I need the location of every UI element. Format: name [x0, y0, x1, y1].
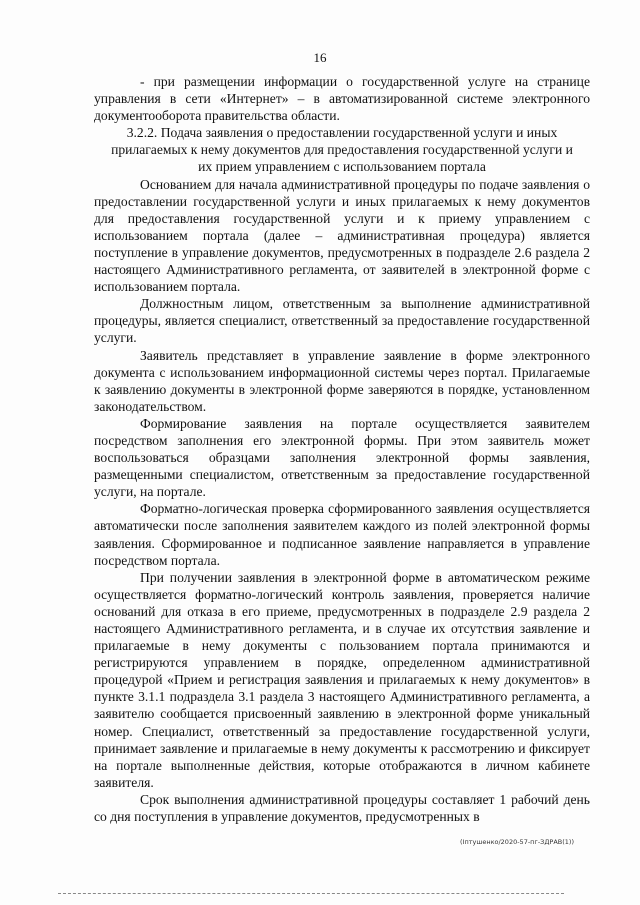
paragraph-form-filling: Формирование заявления на портале осуществляется заявителем посредством заполнения его электронной формы. При этом заявитель может воспользоваться образцами заполнения электронной формы заявления, размещенными специалистом, ответственным за предоставление государственной услуги, на портале.: [94, 415, 590, 500]
paragraph-receipt-processing: При получении заявления в электронной форме в автоматическом режиме осуществляется форматно-логический контроль заявления, проверяется наличие оснований для отказа в его приеме, предусмотренных в подразделе 2.9 раздела 2 настоящего Административного регламента, и в случае их отсутствия заявление и прилагаемые в нему документы с пользованием портала принимаются и регистрируются управлением в порядке, определенном административной процедурой «Прием и регистрация заявления и прилагаемых к нему документов» в пункте 3.1.1 подраздела 3.1 раздела 3 настоящего Административного регламента, а заявителю сообщается присвоенный заявлению в электронной форме уникальный номер. Специалист, ответственный за предоставление государственной услуги, принимает заявление и прилагаемые в нему документы к рассмотрению и фиксирует на портале выполненные действия, которые отображаются в личном кабинете заявителя.: [94, 569, 590, 790]
footer-document-code: (Іптушенко/2020-57-пг-ЗДРАВ(1)): [460, 838, 574, 846]
document-body: [94, 73, 590, 825]
bottom-divider: [58, 893, 564, 894]
paragraph-internet-publication: - при размещении информации о государственной услуге на странице управления в сети «Интернет» – в автоматизированной системе электронного документооборота правительства области.: [94, 74, 590, 124]
paragraph-responsible-official: Должностным лицом, ответственным за выполнение административной процедуры, является специалист, ответственный за предоставление государственной услуги.: [94, 296, 590, 346]
section-heading-3-2-2: 3.2.2. Подача заявления о предоставлении государственной услуги и иных прилагаемых к нему документов для предоставления государственной услуги и их прием управлением с использованием портала: [111, 125, 573, 175]
paragraph-format-check: Форматно-логическая проверка сформированного заявления осуществляется автоматически после заполнения заявителем каждого из полей электронной формы заявления. Сформированное и подписанное заявление направляется в управление посредством портала.: [94, 501, 590, 568]
page-number: 16: [313, 50, 327, 65]
paragraph-grounds: Основанием для начала административной процедуры по подаче заявления о предоставлении государственной услуги и иных прилагаемых к нему документов для предоставления государственной услуги и к приему управлением с использованием портала (далее – административная процедура) является поступление в управление документов, предусмотренных в подразделе 2.6 раздела 2 настоящего Административного регламента, от заявителей в электронной форме с использованием портала.: [94, 176, 590, 295]
paragraph-applicant-submits: Заявитель представляет в управление заявление в форме электронного документа с использованием информационной системы через портал. Прилагаемые к заявлению документы в электронной форме заверяются в порядке, установленном законодательством.: [94, 347, 590, 414]
paragraph-deadline: Срок выполнения административной процедуры составляет 1 рабочий день со дня поступления в управление документов, предусмотренных в: [94, 791, 590, 825]
